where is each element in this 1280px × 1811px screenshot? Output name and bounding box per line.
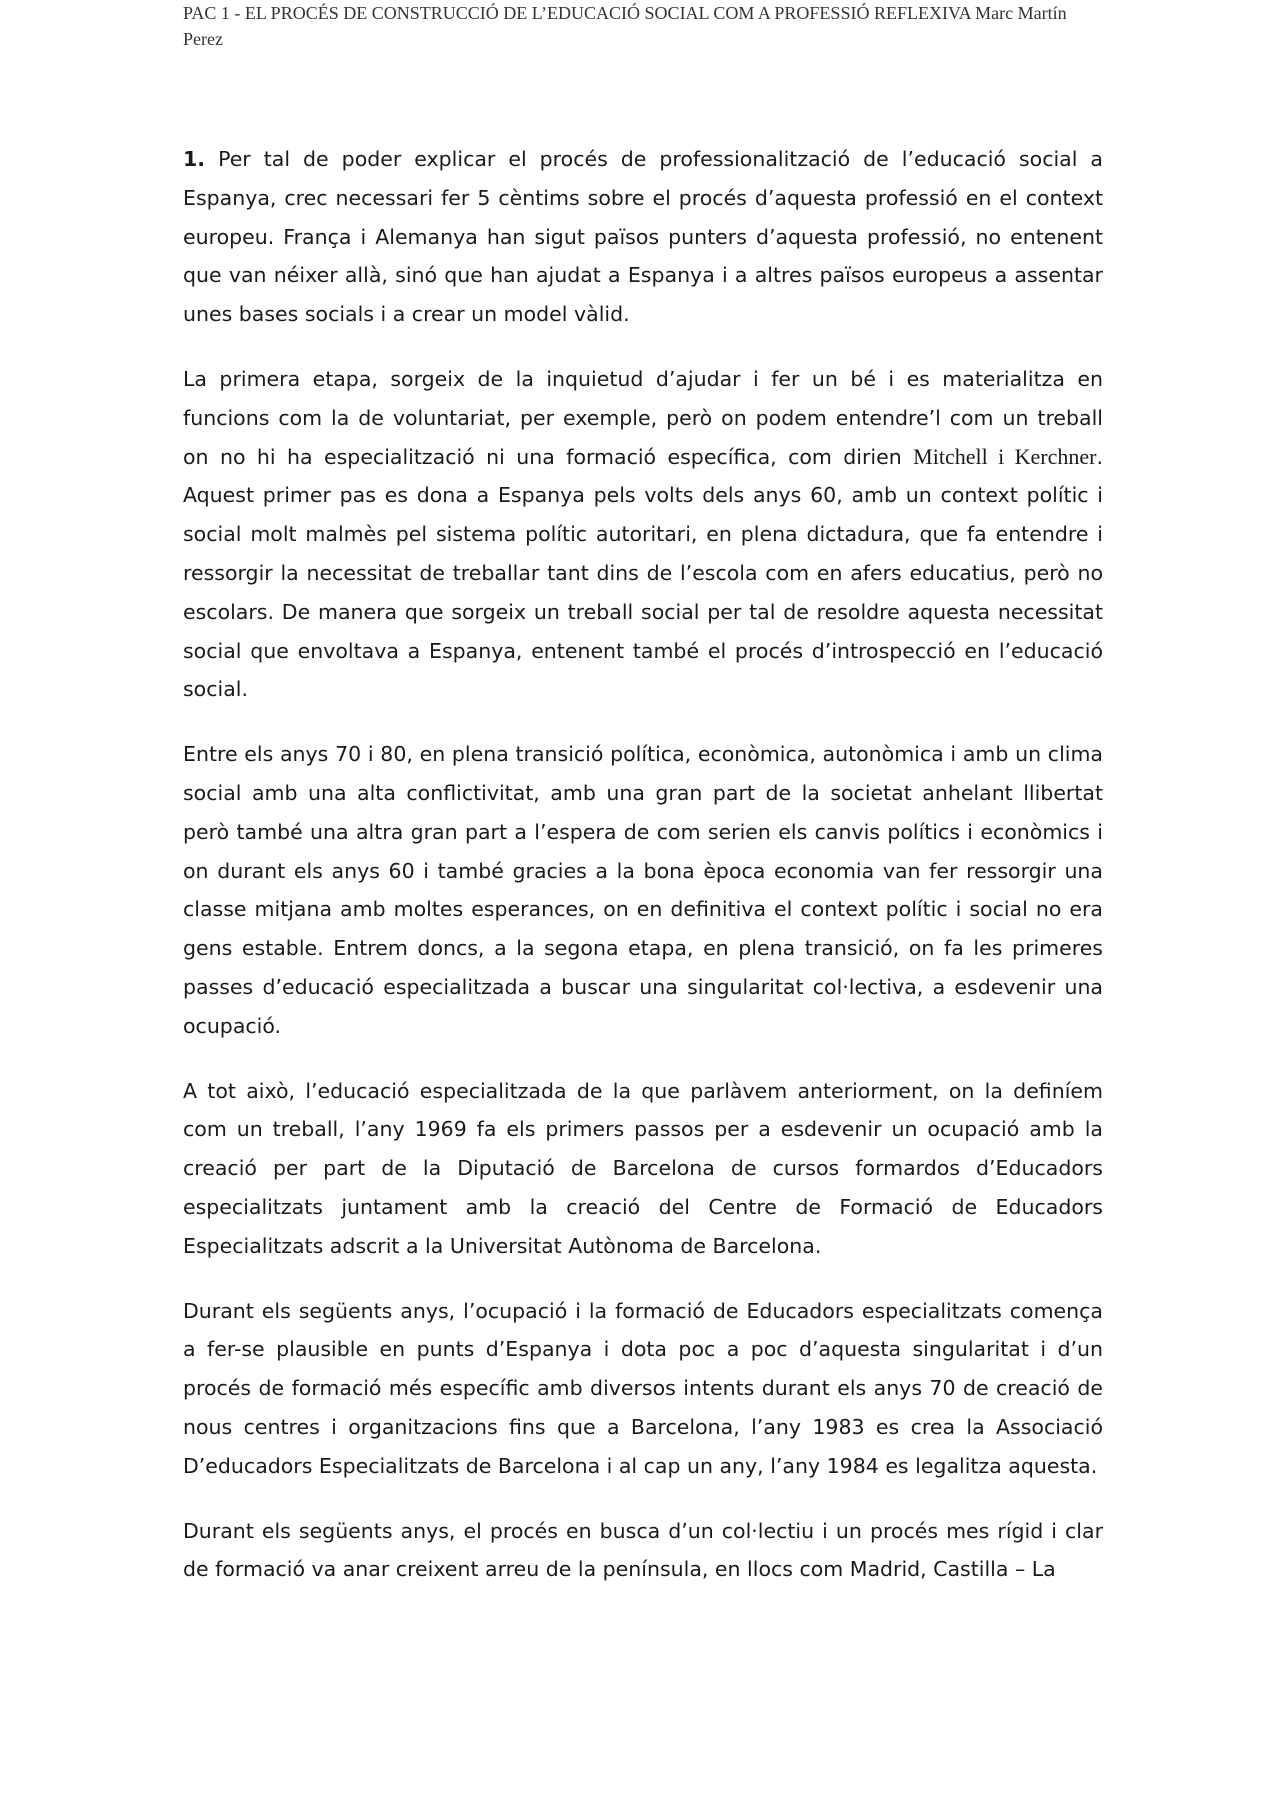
- page-header: [183, 0, 1103, 52]
- paragraph-3: Entre els anys 70 i 80, en plena transició política, econòmica, autonòmica i amb un clima social amb una alta conflictivitat, amb una gran part de la societat anhelant llibertat però també una altra gran part a l’espera de com serien els canvis polítics i econòmics i on durant els anys 60 i també gracies a la bona època economia van fer ressorgir una classe mitjana amb moltes esperances, on en definitiva el context polític i social no era gens estable. Entrem doncs, a la segona etapa, en plena transició, on fa les primeres passes d’educació especialitzada a buscar una singularitat col·lectiva, a esdevenir una ocupació.: [183, 742, 1103, 1038]
- header-title: PAC 1 - EL PROCÉS DE CONSTRUCCIÓ DE L’EDUCACIÓ SOCIAL COM A PROFESSIÓ REFLEXIVA Marc Martín Perez: [183, 3, 1067, 49]
- authors-citation: Mitchell i Kerchner: [913, 443, 1097, 469]
- document-body: [183, 140, 1103, 1589]
- paragraph-4: A tot això, l’educació especialitzada de la que parlàvem anteriorment, on la definíem com un treball, l’any 1969 fa els primers passos per a esdevenir un ocupació amb la creació per part de la Diputació de Barcelona de cursos formardos d’Educadors especialitzats juntament amb la creació del Centre de Formació de Educadors Especialitzats adscrit a la Universitat Autònoma de Barcelona.: [183, 1078, 1103, 1258]
- paragraph-5: Durant els següents anys, l’ocupació i la formació de Educadors especialitzats comença a fer-se plausible en punts d’Espanya i dota poc a poc d’aquesta singularitat i d’un procés de formació més específic amb diversos intents durant els anys 70 de creació de nous centres i organitzacions fins que a Barcelona, l’any 1983 es crea la Associació D’educadors Especialitzats de Barcelona i al cap un any, l’any 1984 es legalitza aquesta.: [183, 1298, 1103, 1478]
- paragraph-6: Durant els següents anys, el procés en busca d’un col·lectiu i un procés mes rígid i clar de formació va anar creixent arreu de la península, en llocs com Madrid, Castilla – La: [183, 1518, 1103, 1582]
- paragraph-2: [183, 360, 1103, 709]
- paragraph-1-text: Per tal de poder explicar el procés de professionalització de l’educació social a Espanya, crec necessari fer 5 cèntims sobre el procés d’aquesta professió en el context europeu. França i Alemanya han sigut països punters d’aquesta professió, no entenent que van néixer allà, sinó que han ajudat a Espanya i a altres països europeus a assentar unes bases socials i a crear un model vàlid.: [183, 147, 1103, 327]
- section-number: 1.: [183, 147, 206, 171]
- paragraph-1: [183, 140, 1103, 334]
- paragraph-2-text-after: . Aquest primer pas es dona a Espanya pels volts dels anys 60, amb un context polític i social molt malmès pel sistema polític autoritari, en plena dictadura, que fa entendre i ressorgir la necessitat de treballar tant dins de l’escola com en afers educatius, però no escolars. De manera que sorgeix un treball social per tal de resoldre aquesta necessitat social que envoltava a Espanya, entenent també el procés d’introspecció en l’educació social.: [183, 444, 1103, 702]
- paragraph-2-text-before: La primera etapa, sorgeix de la inquietud d’ajudar i fer un bé i es materialitza en funcions com la de voluntariat, per exemple, però on podem entendre’l com un treball on no hi ha especialització ni una formació específica, com dirien: [183, 366, 1103, 469]
